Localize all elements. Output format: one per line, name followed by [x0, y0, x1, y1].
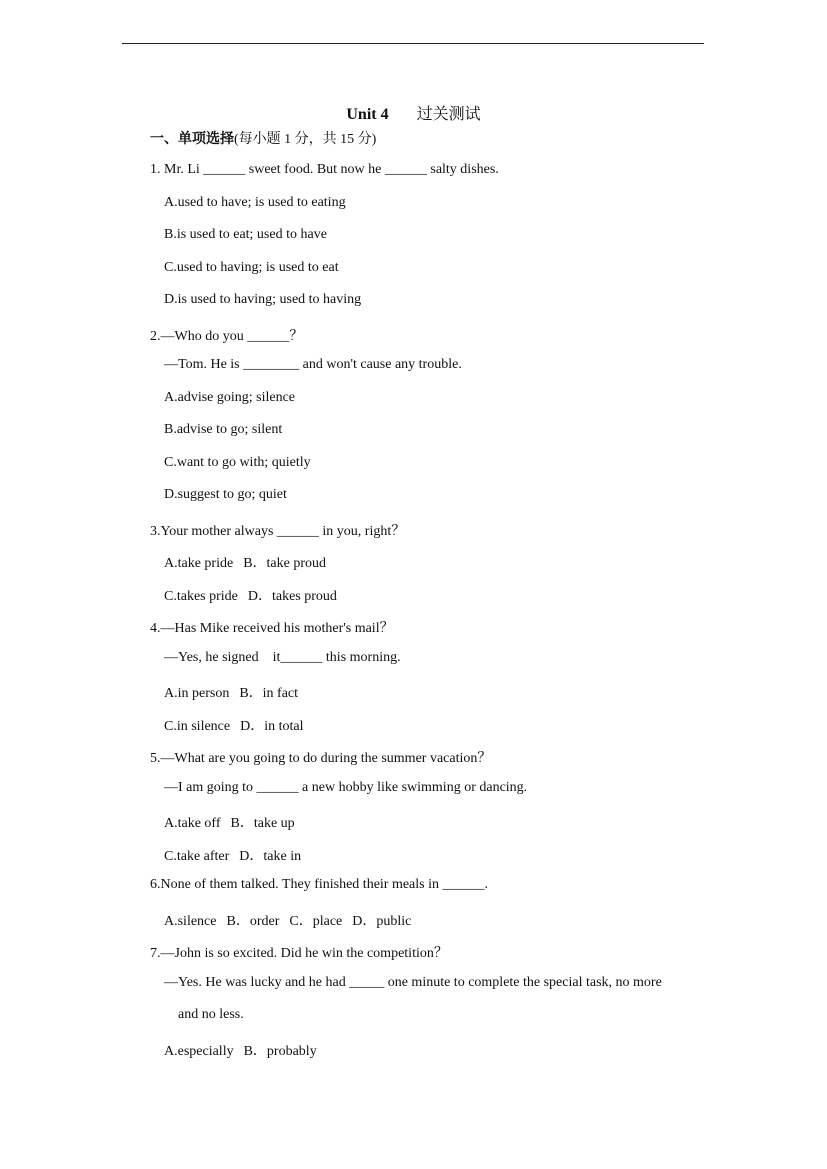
question-6-option-d: D．public [352, 914, 412, 929]
question-5-option-b: B．take up [230, 816, 295, 831]
question-6-option-c: C．place [289, 914, 343, 929]
section-title: 一、单项选择 [150, 132, 234, 147]
question-2-option-b: B.advise to go; silent [164, 422, 283, 437]
question-1-option-c: C.used to having; is used to eat [164, 260, 339, 275]
question-3-option-b: B．take proud [243, 556, 327, 571]
question-6-option-b: B．order [226, 914, 280, 929]
question-2-option-d: D.suggest to go; quiet [164, 487, 287, 502]
question-4-reply: —Yes, he signed it______ this morning. [164, 650, 401, 665]
question-4-option-a: A.in person [164, 686, 230, 701]
question-5-option-d: D．take in [239, 849, 302, 864]
section-note: (每小题 1 分，共 15 分) [234, 132, 377, 147]
question-7-reply: —Yes. He was lucky and he had _____ one minute to complete the special task, no more [164, 975, 662, 990]
question-3-options-row-2 [164, 585, 337, 605]
question-5-options-row-2 [164, 845, 301, 865]
question-3-option-d: D．takes proud [247, 589, 337, 604]
question-1-stem: 1. Mr. Li ______ sweet food. But now he ______ salty dishes. [150, 162, 499, 177]
title-unit: Unit 4 [346, 106, 389, 123]
question-5-option-c: C.take after [164, 849, 230, 864]
question-7-option-b: B．probably [243, 1044, 317, 1059]
question-1-option-d: D.is used to having; used to having [164, 292, 362, 307]
question-5-options-row-1 [164, 812, 295, 832]
question-4-option-b: B．in fact [239, 686, 299, 701]
question-4-stem: 4.—Has Mike received his mother's mail？ [150, 621, 394, 636]
question-3-option-c: C.takes pride [164, 589, 238, 604]
section-heading [150, 128, 376, 148]
question-2-option-c: C.want to go with; quietly [164, 455, 311, 470]
question-7-options-row [164, 1040, 317, 1060]
question-4-option-c: C.in silence [164, 719, 231, 734]
title-chinese: 过关测试 [416, 106, 481, 123]
question-3-options-row-1 [164, 552, 326, 572]
question-6-option-a: A.silence [164, 914, 217, 929]
question-2-option-a: A.advise going; silence [164, 390, 296, 405]
page-title [0, 101, 827, 124]
question-3-stem: 3.Your mother always ______ in you, right？ [150, 524, 406, 539]
question-7-stem: 7.—John is so excited. Did he win the competition？ [150, 946, 448, 961]
question-6-stem: 6.None of them talked. They finished their meals in ______. [150, 877, 489, 892]
question-1-option-b: B.is used to eat; used to have [164, 227, 327, 242]
question-5-stem: 5.—What are you going to do during the summer vacation？ [150, 751, 492, 766]
question-6-options-row [164, 910, 411, 930]
question-4-options-row-1 [164, 682, 298, 702]
question-4-options-row-2 [164, 715, 304, 735]
question-5-option-a: A.take off [164, 816, 221, 831]
question-3-option-a: A.take pride [164, 556, 234, 571]
question-2-reply: —Tom. He is ________ and won't cause any trouble. [164, 357, 462, 372]
question-2-stem: 2.—Who do you ______？ [150, 329, 304, 344]
question-1-option-a: A.used to have; is used to eating [164, 195, 346, 210]
question-7-option-a: A.especially [164, 1044, 234, 1059]
question-5-reply: —I am going to ______ a new hobby like swimming or dancing. [164, 780, 528, 795]
question-7-reply-continued: and no less. [178, 1007, 244, 1022]
header-rule [122, 43, 704, 44]
question-4-option-d: D．in total [240, 719, 304, 734]
